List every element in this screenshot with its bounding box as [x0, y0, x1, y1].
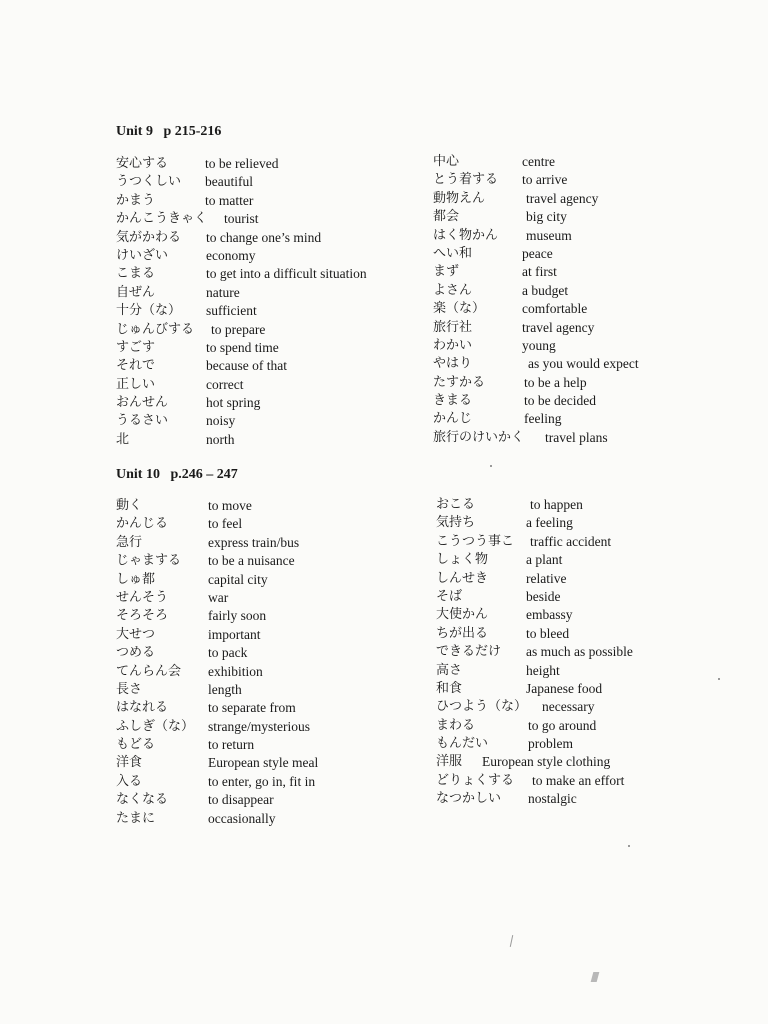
english-meaning: European style meal [208, 755, 319, 771]
japanese-term: 急行 [116, 534, 143, 550]
english-meaning: as much as possible [526, 644, 633, 660]
japanese-term: はく物かん [433, 227, 499, 243]
japanese-term: はなれる [116, 700, 169, 716]
english-meaning: tourist [224, 211, 259, 227]
japanese-term: しゅ都 [116, 571, 156, 587]
japanese-term: そろそろ [116, 608, 169, 624]
english-meaning: travel plans [545, 429, 608, 445]
japanese-term: 旅行社 [433, 319, 473, 335]
japanese-term: すごす [116, 339, 156, 355]
english-meaning: peace [522, 245, 553, 261]
japanese-term: 大せつ [116, 626, 156, 642]
english-meaning: nature [206, 284, 240, 300]
english-meaning: to separate from [208, 700, 296, 716]
scan-speck [510, 935, 513, 947]
japanese-term: 和食 [436, 680, 463, 696]
english-meaning: economy [206, 247, 256, 263]
japanese-term: かまう [116, 192, 156, 208]
japanese-term: かんじ [433, 411, 473, 427]
english-meaning: to change one’s mind [206, 229, 322, 245]
japanese-term: とう着する [433, 172, 499, 188]
english-meaning: exhibition [208, 663, 263, 679]
japanese-term: 動物えん [433, 190, 486, 206]
english-meaning: to move [208, 498, 252, 513]
japanese-term: 大使かん [436, 607, 489, 623]
english-meaning: war [208, 589, 229, 605]
japanese-term: 旅行のけいかく [433, 429, 525, 445]
english-meaning: embassy [526, 607, 573, 623]
english-meaning: noisy [206, 413, 236, 429]
japanese-term: 都会 [433, 209, 460, 225]
english-meaning: a plant [526, 552, 563, 568]
english-meaning: occasionally [208, 810, 276, 826]
japanese-term: こまる [116, 266, 156, 282]
japanese-term: どりょくする [436, 772, 515, 788]
japanese-term: 洋食 [116, 755, 143, 771]
english-meaning: to be decided [524, 393, 596, 409]
japanese-term: しょく物 [436, 552, 489, 568]
japanese-term: 十分（な） [116, 303, 182, 319]
english-meaning: to spend time [206, 339, 279, 355]
english-meaning: to return [208, 737, 255, 753]
japanese-term: 楽（な） [433, 301, 486, 317]
english-meaning: to matter [205, 192, 254, 208]
japanese-term: 動く [116, 498, 143, 513]
english-meaning: Japanese food [526, 680, 603, 696]
english-meaning: feeling [524, 411, 562, 427]
english-meaning: centre [522, 154, 555, 169]
english-meaning: to enter, go in, fit in [208, 773, 316, 789]
english-meaning: to pack [208, 645, 248, 661]
japanese-term: 高さ [436, 662, 463, 678]
english-meaning: necessary [542, 699, 595, 715]
japanese-term: もんだい [436, 736, 489, 752]
english-meaning: to bleed [526, 625, 570, 641]
japanese-term: しんせき [436, 570, 489, 586]
english-meaning: young [522, 337, 556, 353]
japanese-term: かんこうきゃく [116, 211, 208, 227]
english-meaning: nostalgic [528, 791, 577, 807]
japanese-term: へい和 [433, 245, 473, 261]
english-meaning: as you would expect [528, 356, 639, 372]
japanese-term: けいざい [116, 247, 169, 263]
japanese-term: うつくしい [116, 174, 182, 190]
japanese-term: ふしぎ（な） [116, 718, 195, 734]
japanese-term: 気がかわる [116, 229, 182, 245]
english-meaning: to arrive [522, 172, 568, 188]
english-meaning: to make an effort [532, 772, 625, 788]
japanese-term: 北 [116, 431, 130, 447]
scan-speck [628, 845, 630, 847]
english-meaning: to disappear [208, 792, 274, 808]
english-meaning: to happen [530, 497, 583, 512]
japanese-term: それで [116, 358, 156, 374]
japanese-term: たすかる [433, 374, 486, 390]
english-meaning: to go around [528, 717, 597, 733]
japanese-term: せんそう [116, 589, 169, 605]
japanese-term: まず [433, 264, 460, 280]
japanese-term: きまる [433, 393, 473, 409]
english-meaning: to be relieved [205, 156, 279, 171]
english-meaning: north [206, 431, 235, 447]
japanese-term: てんらん会 [116, 663, 182, 679]
japanese-term: つめる [116, 645, 156, 661]
japanese-term: やはり [433, 356, 473, 372]
english-meaning: to get into a difficult situation [206, 266, 367, 282]
japanese-term: そば [436, 588, 463, 604]
english-meaning: hot spring [206, 395, 261, 411]
english-meaning: express train/bus [208, 534, 300, 550]
japanese-term: なつかしい [436, 791, 502, 807]
english-meaning: a feeling [526, 515, 573, 531]
english-meaning: important [208, 626, 261, 642]
japanese-term: 入る [116, 773, 143, 789]
english-meaning: big city [526, 209, 567, 225]
scan-speck [490, 465, 492, 467]
english-meaning: travel agency [522, 319, 595, 335]
japanese-term: 気持ち [436, 515, 476, 531]
japanese-term: わかい [433, 337, 473, 353]
japanese-term: よさん [433, 282, 473, 298]
english-meaning: capital city [208, 571, 268, 587]
japanese-term: 安心する [116, 156, 169, 171]
japanese-term: じゅんびする [116, 321, 195, 337]
english-meaning: beside [526, 588, 561, 604]
english-meaning: strange/mysterious [208, 718, 310, 734]
japanese-term: なくなる [116, 792, 169, 808]
english-meaning: relative [526, 570, 567, 586]
english-meaning: to prepare [211, 321, 266, 337]
english-meaning: European style clothing [482, 754, 611, 770]
english-meaning: at first [522, 264, 557, 280]
unit-10-heading: Unit 10 p.246 – 247 [116, 467, 238, 482]
english-meaning: problem [528, 736, 573, 752]
japanese-term: 正しい [116, 376, 156, 392]
english-meaning: height [526, 662, 560, 678]
english-meaning: because of that [206, 358, 287, 374]
english-meaning: museum [526, 227, 572, 243]
scan-speck [718, 678, 720, 680]
english-meaning: traffic accident [530, 533, 612, 549]
japanese-term: できるだけ [436, 644, 502, 660]
japanese-term: じゃまする [116, 553, 182, 569]
english-meaning: length [208, 681, 242, 697]
japanese-term: もどる [116, 737, 156, 753]
japanese-term: おんせん [116, 395, 169, 411]
japanese-term: 中心 [433, 154, 460, 169]
english-meaning: travel agency [526, 190, 599, 206]
japanese-term: 洋服 [436, 754, 463, 770]
japanese-term: おこる [436, 497, 476, 512]
english-meaning: sufficient [206, 303, 257, 319]
japanese-term: 自ぜん [116, 284, 156, 300]
japanese-term: ちが出る [436, 625, 489, 641]
japanese-term: こうつう事こ [436, 533, 515, 549]
japanese-term: ひつよう（な） [436, 699, 528, 715]
english-meaning: fairly soon [208, 608, 267, 624]
scan-speck [591, 972, 600, 982]
japanese-term: 長さ [116, 681, 143, 697]
japanese-term: たまに [116, 810, 156, 826]
english-meaning: beautiful [205, 174, 253, 190]
japanese-term: まわる [436, 717, 476, 733]
english-meaning: correct [206, 376, 244, 392]
unit-9-heading: Unit 9 p 215-216 [116, 124, 222, 139]
japanese-term: うるさい [116, 413, 169, 429]
japanese-term: かんじる [116, 516, 169, 532]
english-meaning: a budget [522, 282, 569, 298]
english-meaning: to feel [208, 516, 243, 532]
english-meaning: comfortable [522, 301, 588, 317]
english-meaning: to be a help [524, 374, 587, 390]
english-meaning: to be a nuisance [208, 553, 295, 569]
